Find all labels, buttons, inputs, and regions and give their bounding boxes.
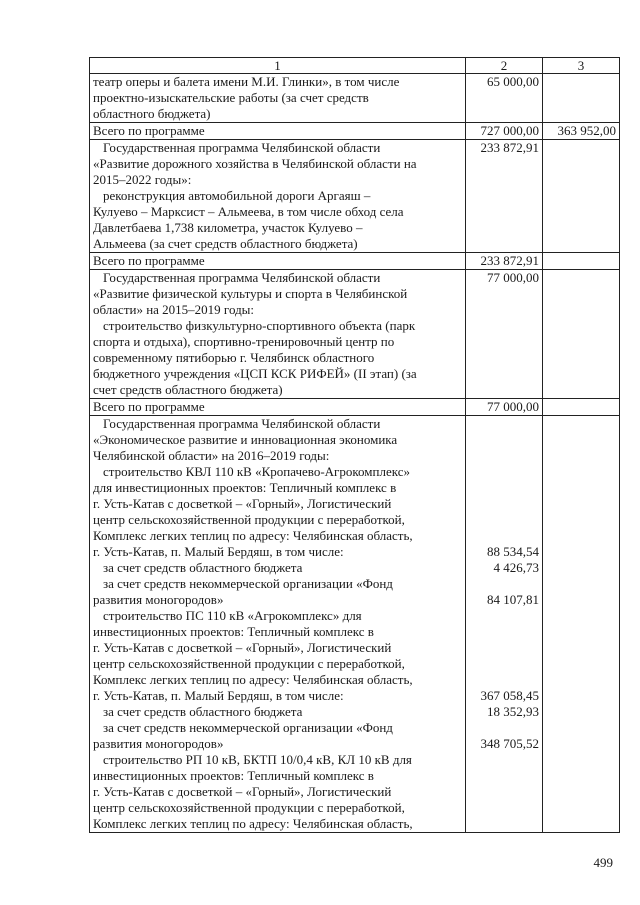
value-spacer: [469, 624, 539, 640]
item-value: 4 426,73: [493, 560, 539, 575]
value-spacer: [469, 464, 539, 480]
row-description: [90, 74, 466, 123]
description-line: областного бюджета): [93, 106, 211, 121]
description-line: инвестиционных проектов: Тепличный комплекс в: [93, 624, 374, 639]
item-value: 348 705,52: [480, 736, 539, 751]
description-line: г. Усть-Катав с досветкой – «Горный», Логистический: [93, 496, 392, 511]
total-value-col3: [543, 253, 620, 270]
value-spacer: [469, 672, 539, 688]
budget-table-body: [90, 58, 620, 833]
description-line: Челябинской области» на 2016–2019 годы:: [93, 448, 330, 463]
item-value: 367 058,45: [480, 688, 539, 703]
value-spacer: [469, 608, 539, 624]
description-line: Комплекс легких теплиц по адресу: Челябинская область,: [93, 528, 413, 543]
value-spacer: [469, 768, 539, 784]
description-line: развития моногородов»: [93, 736, 224, 751]
table-row: [90, 140, 620, 253]
section-values-col3: [543, 416, 620, 833]
description-line: Комплекс легких теплиц по адресу: Челябинская область,: [93, 672, 413, 687]
description-line: г. Усть-Катав, п. Малый Бердяш, в том числе:: [93, 544, 344, 559]
row-description: [90, 270, 466, 399]
page-number: 499: [593, 855, 613, 870]
description-line: Кулуево – Марксист – Альмеева, в том числе обход села: [93, 204, 404, 219]
description-line: г. Усть-Катав с досветкой – «Горный», Логистический: [93, 784, 392, 799]
description-line: г. Усть-Катав, п. Малый Бердяш, в том числе:: [93, 688, 344, 703]
row-value-col3: [543, 140, 620, 253]
description-line: строительство КВЛ 110 кВ «Кропачево-Агрокомплекс»: [103, 464, 410, 479]
total-label: Всего по программе: [90, 399, 466, 416]
description-line: Государственная программа Челябинской области: [103, 270, 381, 285]
description-line: г. Усть-Катав с досветкой – «Горный», Логистический: [93, 640, 392, 655]
table-header-row: [90, 58, 620, 74]
description-line: за счет средств некоммерческой организации «Фонд: [103, 576, 393, 591]
item-value: 84 107,81: [487, 592, 539, 607]
total-label: Всего по программе: [90, 123, 466, 140]
description-line: за счет средств областного бюджета: [103, 704, 303, 719]
value-spacer: [469, 496, 539, 512]
value-spacer: [469, 416, 539, 432]
table-row: [90, 270, 620, 399]
header-col-1: 1: [90, 58, 466, 74]
total-value-col3: 363 952,00: [543, 123, 620, 140]
description-line: центр сельскохозяйственной продукции с переработкой,: [93, 512, 405, 527]
row-value-col3: [543, 270, 620, 399]
value-spacer: [469, 576, 539, 592]
total-label: Всего по программе: [90, 253, 466, 270]
description-line: театр оперы и балета имени М.И. Глинки», в том числе: [93, 74, 400, 89]
description-line: Давлетбаева 1,738 километра, участок Кулуево –: [93, 220, 363, 235]
total-value-col2: 77 000,00: [466, 399, 543, 416]
description-line: Государственная программа Челябинской области: [103, 416, 381, 431]
description-line: инвестиционных проектов: Тепличный комплекс в: [93, 768, 374, 783]
total-value-col3: [543, 399, 620, 416]
budget-table: [89, 57, 620, 833]
header-col-2: 2: [466, 58, 543, 74]
description-line: строительство ПС 110 кВ «Агрокомплекс» для: [103, 608, 362, 623]
row-description: [90, 140, 466, 253]
description-line: области» на 2015–2019 годы:: [93, 302, 255, 317]
section-values-col2: [466, 416, 543, 833]
description-line: бюджетного учреждения «ЦСП КСК РИФЕЙ» (II этап) (за: [93, 366, 417, 381]
row-value-col2: 65 000,00: [466, 74, 543, 123]
value-spacer: [469, 816, 539, 832]
description-line: для инвестиционных проектов: Тепличный комплекс в: [93, 480, 397, 495]
value-spacer: [469, 448, 539, 464]
value-spacer: [469, 752, 539, 768]
row-value-col2: 77 000,00: [466, 270, 543, 399]
value-spacer: [469, 528, 539, 544]
value-spacer: [469, 432, 539, 448]
value-spacer: [469, 784, 539, 800]
total-value-col2: 727 000,00: [466, 123, 543, 140]
description-line: центр сельскохозяйственной продукции с переработкой,: [93, 656, 405, 671]
description-line: «Развитие дорожного хозяйства в Челябинской области на: [93, 156, 417, 171]
total-row: [90, 253, 620, 270]
description-line: Комплекс легких теплиц по адресу: Челябинская область,: [93, 816, 413, 831]
value-spacer: [469, 640, 539, 656]
total-value-col2: 233 872,91: [466, 253, 543, 270]
description-line: современному пятиборью г. Челябинск областного: [93, 350, 375, 365]
value-spacer: [469, 512, 539, 528]
description-line: «Экономическое развитие и инновационная экономика: [93, 432, 398, 447]
value-spacer: [469, 656, 539, 672]
section-description: [90, 416, 466, 833]
total-row: [90, 123, 620, 140]
description-line: Государственная программа Челябинской области: [103, 140, 381, 155]
description-line: счет средств областного бюджета): [93, 382, 283, 397]
description-line: за счет средств областного бюджета: [103, 560, 303, 575]
description-line: проектно-изыскательские работы (за счет средств: [93, 90, 369, 105]
description-line: за счет средств некоммерческой организации «Фонд: [103, 720, 393, 735]
description-line: реконструкция автомобильной дороги Аргаяш –: [103, 188, 371, 203]
value-spacer: [469, 800, 539, 816]
description-line: спорта и отдыха), спортивно-тренировочный центр по: [93, 334, 395, 349]
description-line: 2015–2022 годы»:: [93, 172, 192, 187]
description-line: развития моногородов»: [93, 592, 224, 607]
total-row: [90, 399, 620, 416]
row-value-col3: [543, 74, 620, 123]
description-line: строительство физкультурно-спортивного объекта (парк: [103, 318, 416, 333]
description-line: центр сельскохозяйственной продукции с переработкой,: [93, 800, 405, 815]
item-value: 18 352,93: [487, 704, 539, 719]
description-line: «Развитие физической культуры и спорта в Челябинской: [93, 286, 408, 301]
description-line: строительство РП 10 кВ, БКТП 10/0,4 кВ, КЛ 10 кВ для: [103, 752, 412, 767]
table-row: [90, 74, 620, 123]
row-value-col2: 233 872,91: [466, 140, 543, 253]
table-row: [90, 416, 620, 833]
value-spacer: [469, 480, 539, 496]
item-value: 88 534,54: [487, 544, 539, 559]
header-col-3: 3: [543, 58, 620, 74]
value-spacer: [469, 720, 539, 736]
description-line: Альмеева (за счет средств областного бюджета): [93, 236, 358, 251]
